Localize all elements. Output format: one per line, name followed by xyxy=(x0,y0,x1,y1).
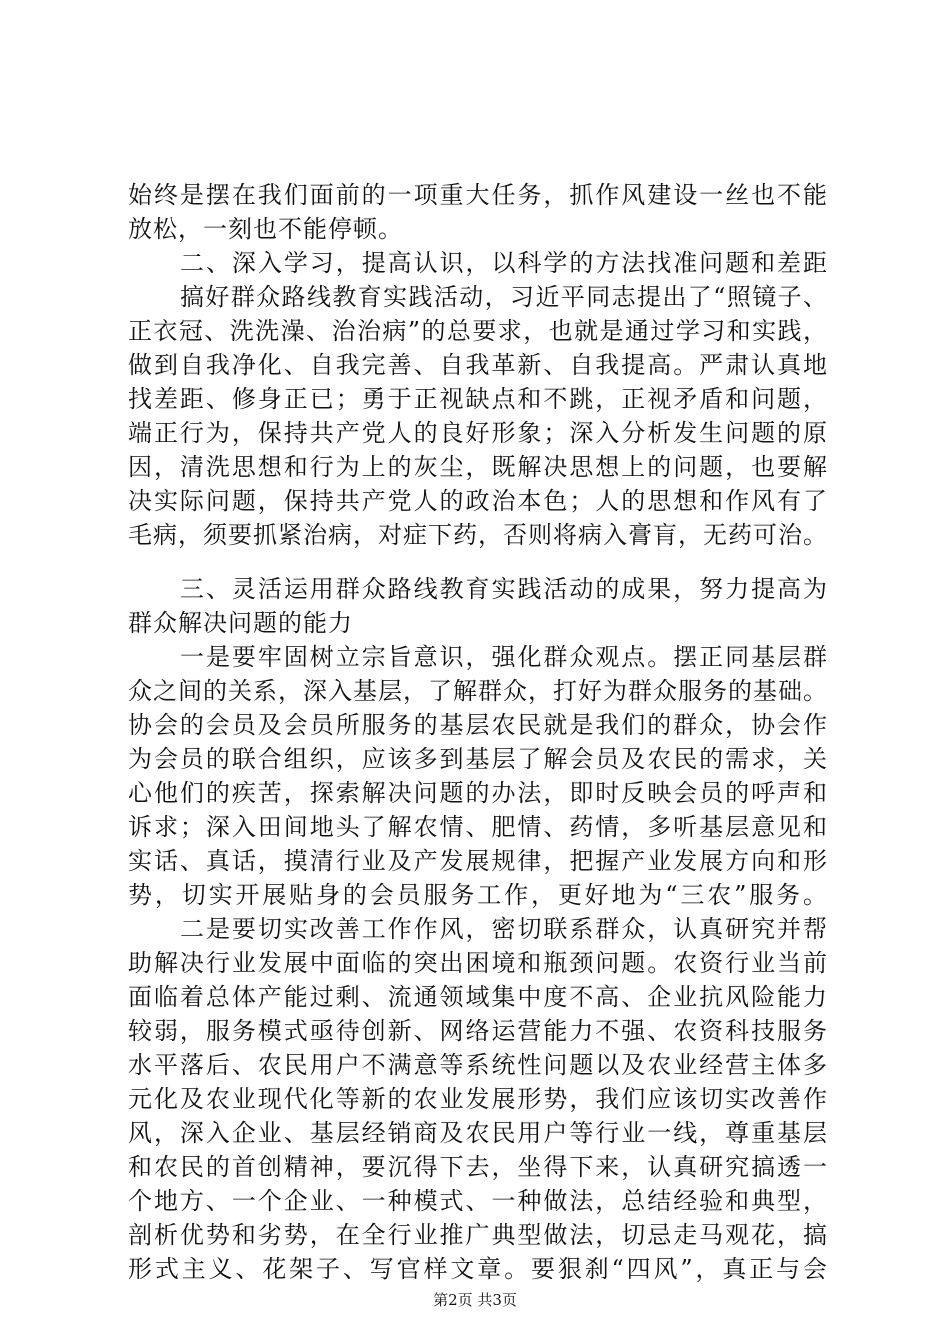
paragraph-line: 较弱，服务模式亟待创新、网络运营能力不强、农资科技服务 xyxy=(128,1017,828,1045)
paragraph-line: 毛病，须要抓紧治病，对症下药，否则将病入膏肓，无药可治。 xyxy=(128,521,828,549)
paragraph-line: 找差距、修身正已；勇于正视缺点和不跳，正视矛盾和问题， xyxy=(128,385,828,413)
section-heading: 三、灵活运用群众路线教育实践活动的成果，努力提高为 xyxy=(180,575,828,603)
section-heading: 二、深入学习，提高认识，以科学的方法找准问题和差距 xyxy=(180,249,828,277)
paragraph-line: 助解决行业发展中面临的突出困境和瓶颈问题。农资行业当前 xyxy=(128,949,828,977)
paragraph-line: 放松，一刻也不能停顿。 xyxy=(128,215,403,243)
paragraph-line: 个地方、一个企业、一种模式、一种做法，总结经验和典型， xyxy=(128,1187,828,1215)
paragraph-line: 一是要牢固树立宗旨意识，强化群众观点。摆正同基层群 xyxy=(180,643,828,671)
paragraph-line: 实话、真话，摸清行业及产发展规律，把握产业发展方向和形 xyxy=(128,847,828,875)
paragraph-line: 元化及农业现代化等新的农业发展形势，我们应该切实改善作 xyxy=(128,1085,828,1113)
paragraph-line: 水平落后、农民用户不满意等系统性问题以及农业经营主体多 xyxy=(128,1051,828,1079)
paragraph-line: 剖析优势和劣势，在全行业推广典型做法，切忌走马观花，搞 xyxy=(128,1221,828,1249)
paragraph-line: 端正行为，保持共产党人的良好形象；深入分析发生问题的原 xyxy=(128,419,828,447)
paragraph-line: 协会的会员及会员所服务的基层农民就是我们的群众，协会作 xyxy=(128,711,828,739)
paragraph-line: 风，深入企业、基层经销商及农民用户等行业一线，尊重基层 xyxy=(128,1119,828,1147)
paragraph-line: 众之间的关系，深入基层，了解群众，打好为群众服务的基础。 xyxy=(128,677,828,705)
paragraph-line: 形式主义、花架子、写官样文章。要狠刹“四风”，真正与会 xyxy=(128,1255,828,1283)
paragraph-line: 面临着总体产能过剩、流通领域集中度不高、企业抗风险能力 xyxy=(128,983,828,1011)
paragraph-line: 搞好群众路线教育实践活动，习近平同志提出了“照镜子、 xyxy=(180,283,828,311)
paragraph-line: 做到自我净化、自我完善、自我革新、自我提高。严肃认真地 xyxy=(128,351,828,379)
page-number: 第2页 共3页 xyxy=(433,1291,517,1309)
paragraph-line: 势，切实开展贴身的会员服务工作，更好地为“三农”服务。 xyxy=(128,881,828,909)
paragraph-line: 因，清洗思想和行为上的灰尘，既解决思想上的问题，也要解 xyxy=(128,453,828,481)
section-heading: 群众解决问题的能力 xyxy=(128,609,353,637)
paragraph-line: 和农民的首创精神，要沉得下去，坐得下来，认真研究搞透一 xyxy=(128,1153,828,1181)
paragraph-line: 诉求；深入田间地头了解农情、肥情、药情，多听基层意见和 xyxy=(128,813,828,841)
paragraph-line: 心他们的疾苦，探索解决问题的办法，即时反映会员的呼声和 xyxy=(128,779,828,807)
paragraph-line: 正衣冠、洗洗澡、治治病”的总要求，也就是通过学习和实践， xyxy=(128,317,828,345)
paragraph-line: 为会员的联合组织，应该多到基层了解会员及农民的需求，关 xyxy=(128,745,828,773)
paragraph-line: 决实际问题，保持共产党人的政治本色；人的思想和作风有了 xyxy=(128,487,828,515)
paragraph-line: 二是要切实改善工作作风，密切联系群众，认真研究并帮 xyxy=(180,915,828,943)
paragraph-line: 始终是摆在我们面前的一项重大任务，抓作风建设一丝也不能 xyxy=(128,181,828,209)
